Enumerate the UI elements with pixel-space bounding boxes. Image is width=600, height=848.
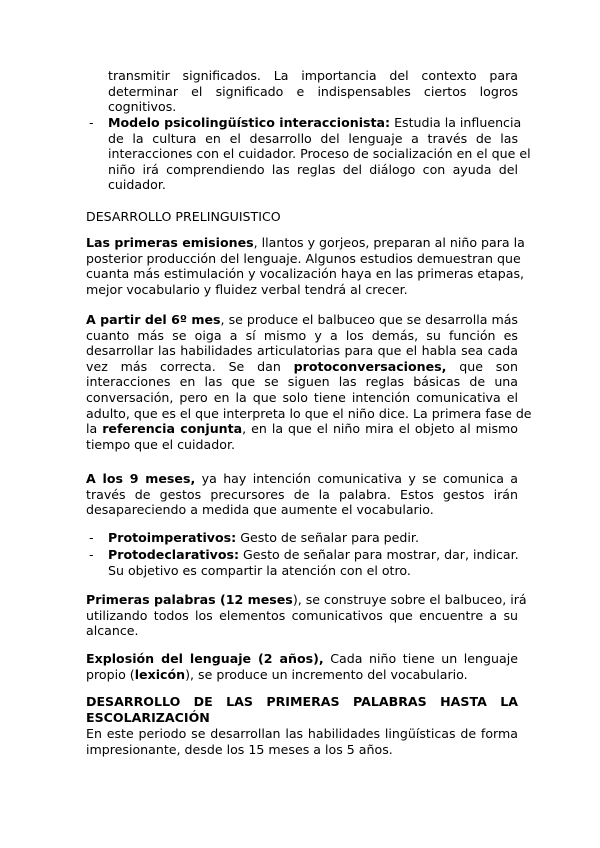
intro-line-2: determinar el significado e indispensables ciertos logros <box>108 83 518 99</box>
p2-line-8 <box>86 421 518 437</box>
p2-line-1 <box>86 312 518 328</box>
p1-line-2: posterior producción del lenguaje. Algunos estudios demuestran que <box>86 250 521 266</box>
model-line-1-rest: Estudia la influencia <box>390 115 522 130</box>
paragraph-primeras-emisiones <box>86 235 525 297</box>
paragraph-seis-meses <box>86 312 532 452</box>
p1-bold: Las primeras emisiones <box>86 235 254 250</box>
p2-line-8b: , en la que el niño mira el objeto al mismo <box>242 421 518 437</box>
p1-line-4: mejor vocabulario y fluidez verbal tendrá al crecer. <box>86 281 408 297</box>
p1-line-1-rest: , llantos y gorjeos, preparan al niño para la <box>253 235 525 250</box>
intro-line-1: transmitir significados. La importancia del contexto para <box>108 68 518 83</box>
bullet-protodeclarativos <box>108 547 518 578</box>
paragraph-nueve-meses <box>86 471 518 518</box>
p5-bold: Explosión del lenguaje (2 años), <box>86 651 324 666</box>
p2-bold-3: referencia conjunta <box>102 421 243 437</box>
p1-line-1 <box>86 235 525 251</box>
p5-line-1-rest: Cada niño tiene un lenguaje <box>323 651 518 666</box>
paragraph-primeras-palabras <box>86 592 527 639</box>
intro-item-text <box>108 68 518 115</box>
p2-line-8a: la <box>86 421 103 437</box>
p3-line-1-rest: ya hay intención comunicativa y se comunica a <box>195 471 519 486</box>
bullet-1-dash: - <box>89 530 94 545</box>
bullet-protoimperativos <box>108 530 518 546</box>
bullet-2-bold: Protodeclarativos: <box>108 547 240 562</box>
model-line-4: niño irá comprendiendo las reglas del diálogo con ayuda del <box>108 161 518 177</box>
p6-line-2: impresionante, desde los 15 meses a los 5 años. <box>86 741 393 757</box>
p1-line-3: cuanta más estimulación y vocalización haya en las primeras etapas, <box>86 266 525 282</box>
bullet-1-text: Gesto de señalar para pedir. <box>236 530 419 545</box>
p2-line-2: cuanto más se oiga a sí mismo y a los demás, su función es <box>86 327 518 343</box>
bullet-2-line-1 <box>108 547 518 563</box>
p4-line-1 <box>86 592 527 608</box>
model-item-text <box>108 115 531 193</box>
section2-line-2: ESCOLARIZACIÓN <box>86 709 210 725</box>
bullet-2-text: Gesto de señalar para mostrar, dar, indicar. <box>239 547 519 562</box>
p2-line-3: desarrollar las habilidades articulatorias para que el habla sea cada <box>86 343 518 359</box>
p3-line-2: través de gestos precursores de la palabra. Estos gestos irán <box>86 486 518 502</box>
p2-line-7: adulto, que es el que interpreta lo que el niño dice. La primera fase de <box>86 405 532 421</box>
p2-line-9: tiempo que el cuidador. <box>86 436 235 452</box>
p4-line-2: utilizando todos los elementos comunicativos que encuentre a su <box>86 607 518 623</box>
p4-bold: Primeras palabras (12 meses <box>86 592 293 607</box>
p2-line-4b: que son <box>446 358 518 374</box>
model-line-2: de la cultura en el desarrollo del lenguaje a través de las <box>108 130 518 146</box>
p2-line-1-rest: , se produce el balbuceo que se desarrolla más <box>220 312 518 327</box>
p6-line-1: En este periodo se desarrollan las habilidades lingüísticas de forma <box>86 726 518 741</box>
section2-line-1: DESARROLLO DE LAS PRIMERAS PALABRAS HASTA LA <box>86 694 518 709</box>
p2-line-6: conversación, pero en la que solo tiene intención comunicativa el <box>86 389 518 405</box>
p5-bold-2: lexicón <box>134 666 186 682</box>
model-item-bold: Modelo psicolingüístico interaccionista: <box>108 115 391 130</box>
p2-bold-1: A partir del 6º mes <box>86 312 221 327</box>
p2-line-4a: vez más correcta. Se dan <box>86 358 294 374</box>
p5-line-2a: propio ( <box>86 666 135 682</box>
p3-bold: A los 9 meses, <box>86 471 196 486</box>
p4-line-3: alcance. <box>86 623 139 639</box>
p4-line-1-rest: ), se construye sobre el balbuceo, irá <box>292 592 527 607</box>
p2-line-4 <box>86 359 518 375</box>
p2-bold-2: protoconversaciones, <box>293 358 447 374</box>
section-title-prelinguistico: DESARROLLO PRELINGUISTICO <box>86 209 281 224</box>
bullet-1-bold: Protoimperativos: <box>108 530 237 545</box>
p5-line-1 <box>86 651 518 667</box>
p5-line-2b: ), se produce un incremento del vocabulario. <box>185 666 468 682</box>
p3-line-3: desapareciendo a medida que aumente el vocabulario. <box>86 502 434 518</box>
paragraph-explosion-lenguaje <box>86 651 518 682</box>
p2-line-5: interacciones en las que se siguen las reglas básicas de una <box>86 374 518 390</box>
model-line-5: cuidador. <box>108 177 166 193</box>
p5-line-2 <box>86 667 518 683</box>
paragraph-periodo <box>86 726 518 757</box>
section-title-primeras-palabras <box>86 694 518 725</box>
p3-line-1 <box>86 471 518 487</box>
bullet-2-line-2: Su objetivo es compartir la atención con el otro. <box>108 562 411 578</box>
model-item-dash: - <box>89 115 94 130</box>
bullet-2-dash: - <box>89 547 94 562</box>
model-line-3: interacciones con el cuidador. Proceso de socialización en el que el <box>108 146 531 162</box>
model-line-1 <box>108 115 522 131</box>
intro-line-3: cognitivos. <box>108 99 177 115</box>
